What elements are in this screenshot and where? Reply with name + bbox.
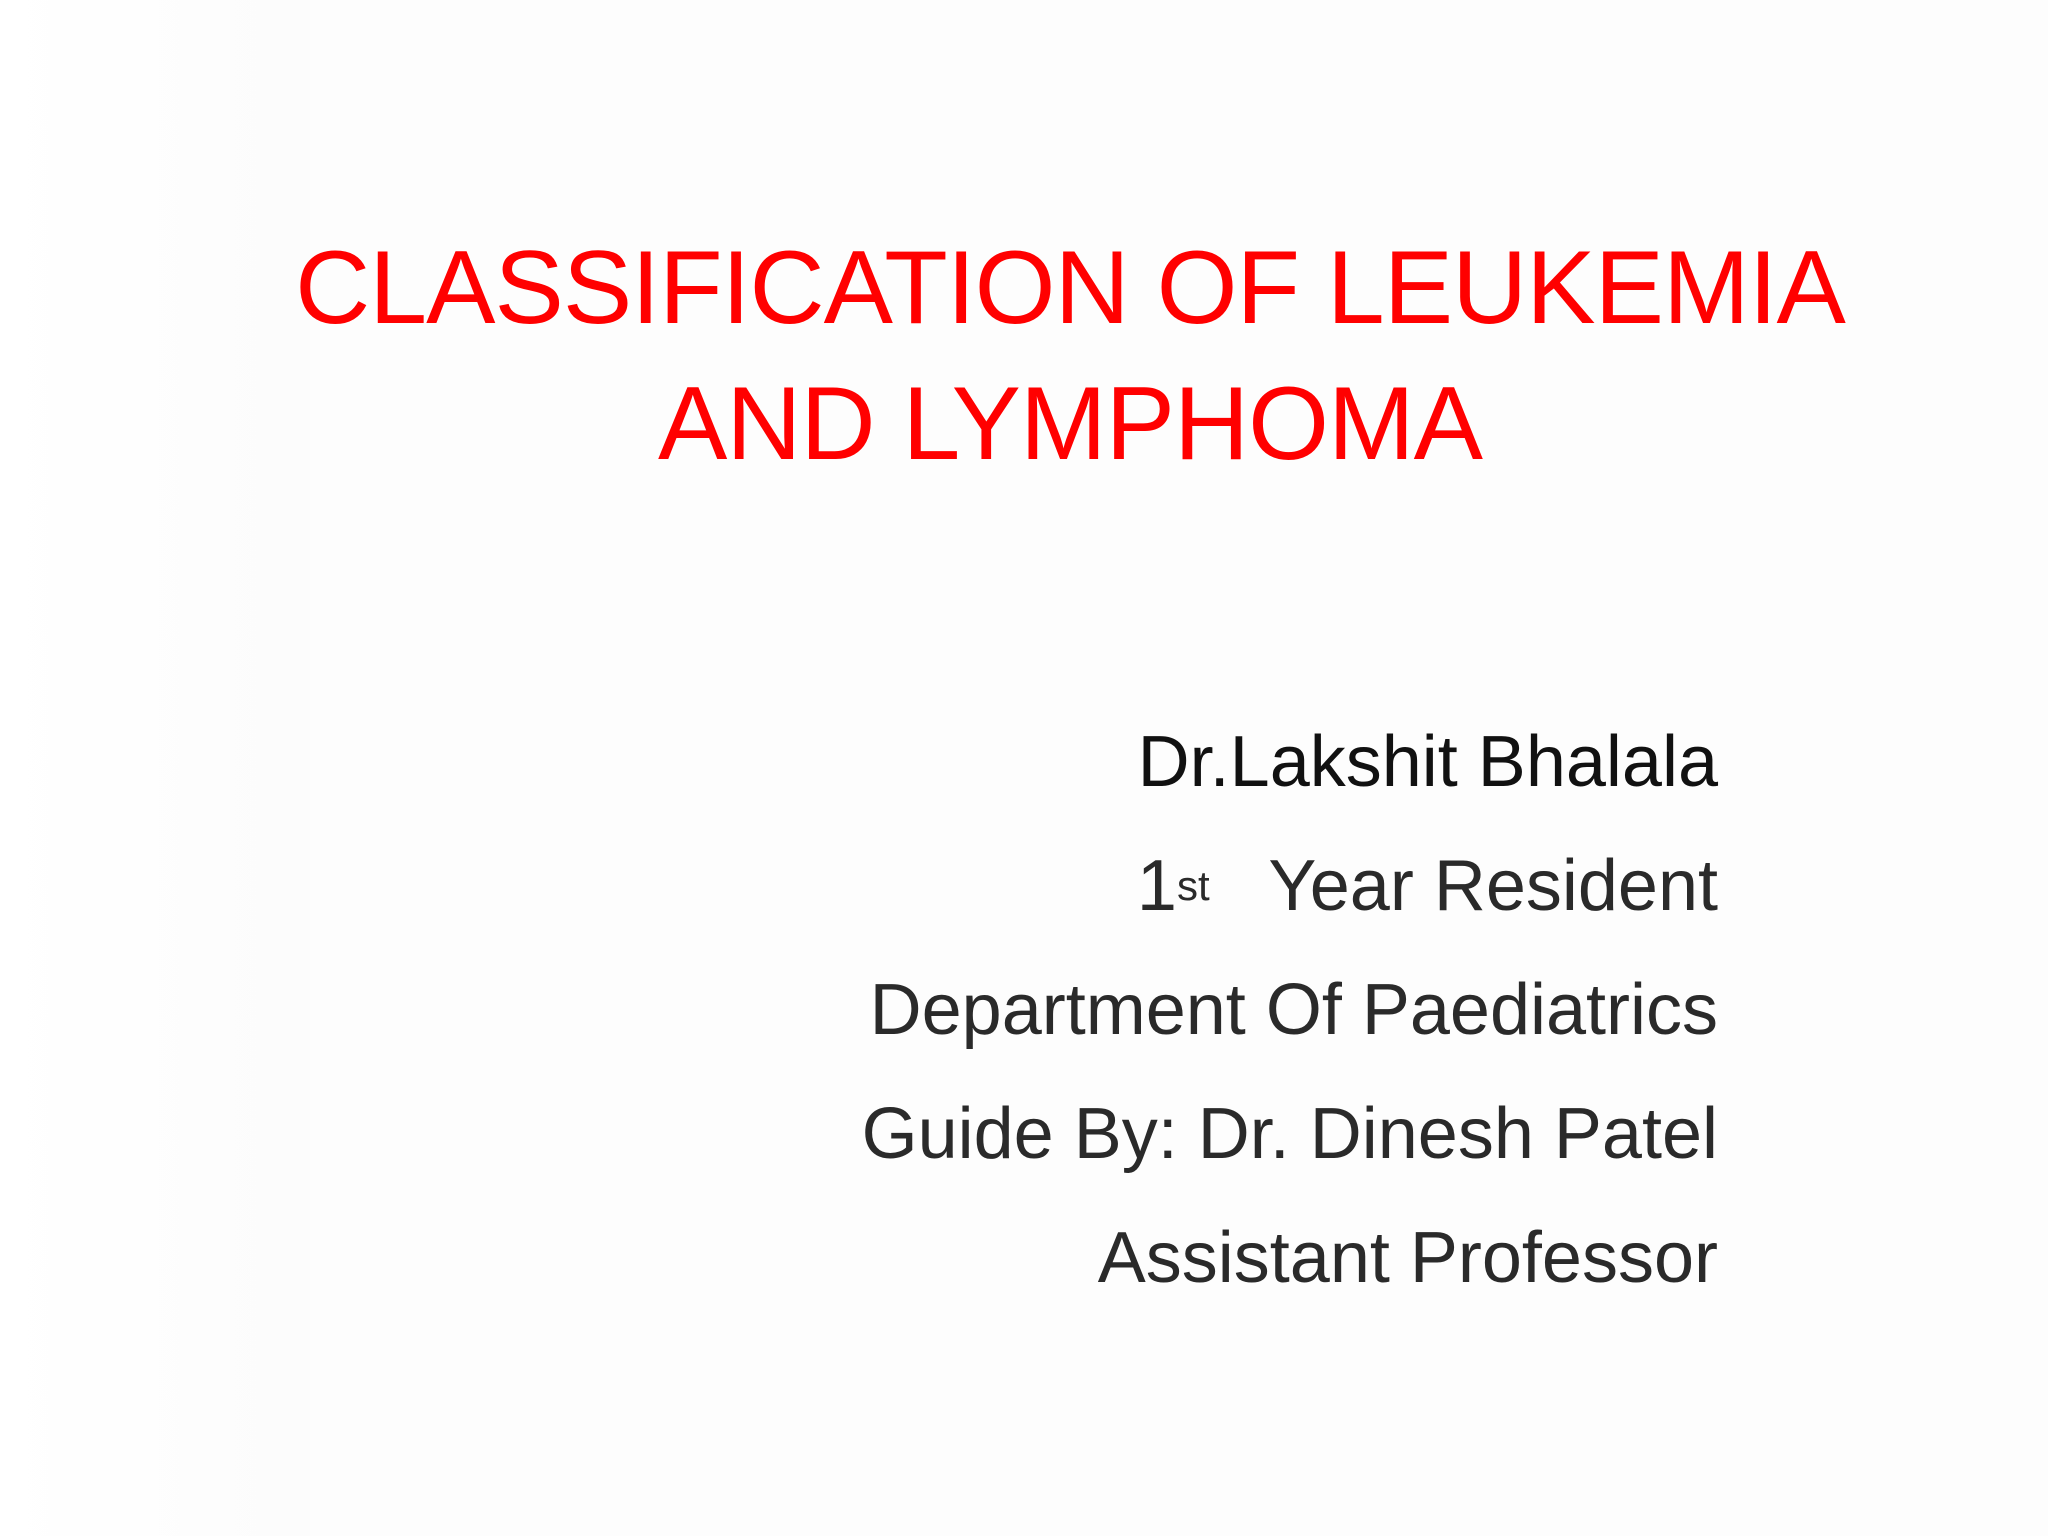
presenter-details (518, 700, 1718, 1320)
year-number: 1 (1136, 846, 1177, 926)
presenter-name: Dr.Lakshit Bhalala (1137, 722, 1718, 802)
guide-name: Guide By: Dr. Dinesh Patel (861, 1094, 1718, 1174)
year-label: Year Resident (1268, 846, 1718, 926)
guide-title: Assistant Professor (1097, 1218, 1718, 1298)
department: Department Of Paediatrics (869, 970, 1718, 1050)
slide-title: CLASSIFICATION OF LEUKEMIA AND LYMPHOMA (295, 230, 1845, 482)
year-suffix: st (1176, 862, 1210, 909)
presenter-year (518, 824, 1718, 948)
